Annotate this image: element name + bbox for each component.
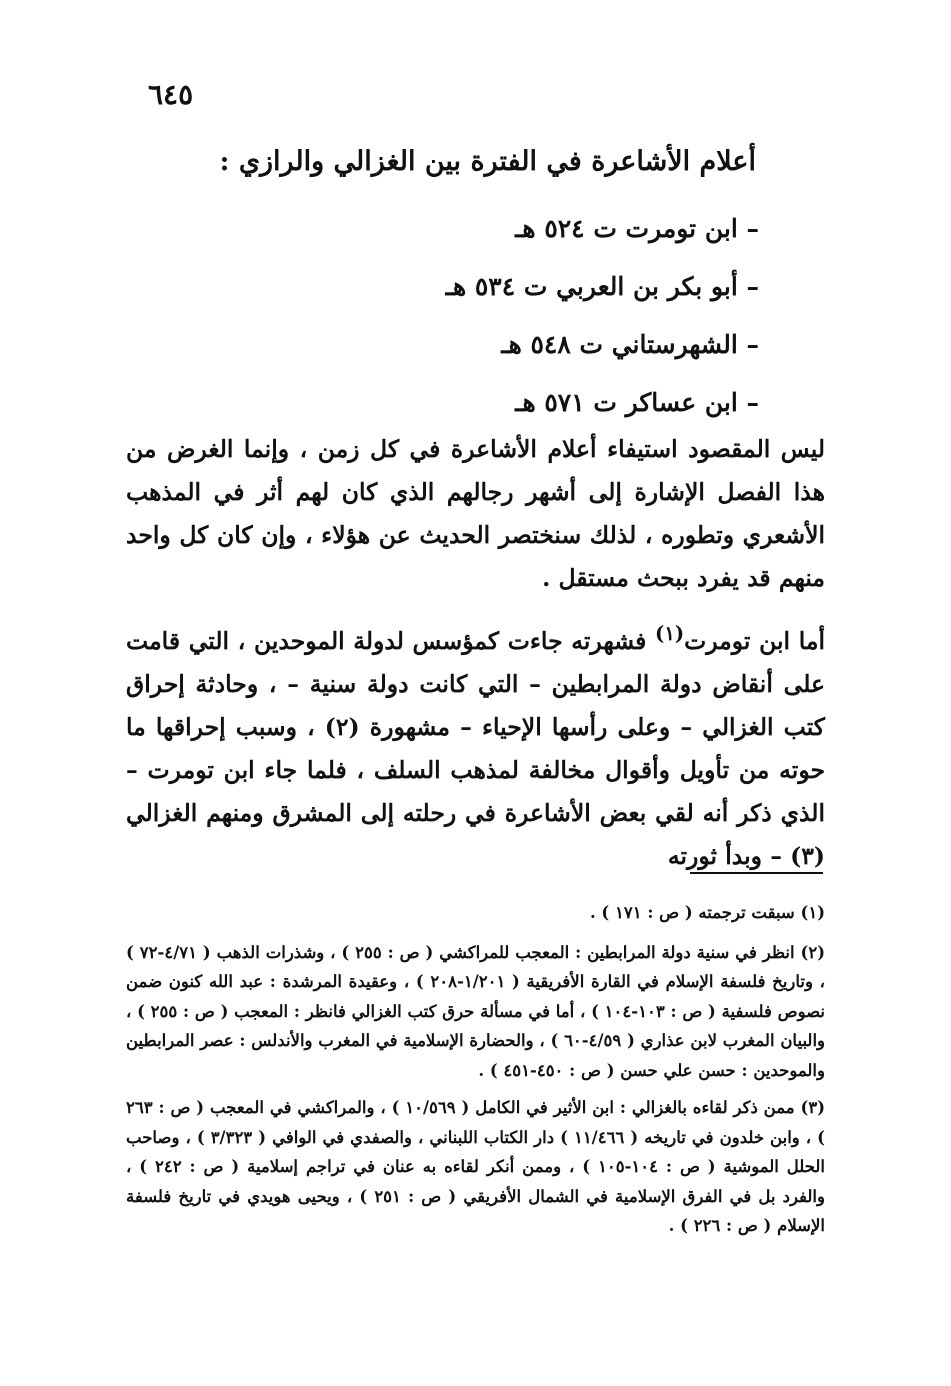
paragraph-body: فشهرته جاءت كمؤسس لدولة الموحدين ، التي قامت على أنقاض دولة المرابطين – التي كانت دولة سنية – ، وحادثة إحراق كتب الغزالي – وعلى رأسها الإحياء – مشهورة (٢) ، وسبب إحراقها ما حوته من تأويل وأقوال مخالفة لمذهب السلف ، فلما جاء ابن تومرت – الذي ذكر أنه لقي بعض الأشاعرة في رحلته إلى المشرق ومنهم الغزالي (٣) – وبدأ ثورته (126, 626, 825, 870)
footnote: (١) سبقت ترجمته ( ص : ١٧١ ) . (589, 903, 825, 922)
scholars-list (199, 200, 759, 432)
footnote: (٢) انظر في سنية دولة المرابطين : المعجب للمراكشي ( ص : ٢٥٥ ) ، وشذرات الذهب ( ٤/٧١-٧٢ ) ، وتاريخ فلسفة الإسلام في القارة الأفريقية ( ١/٢٠١-٢٠٨ ) ، وعقيدة المرشدة : عبد الله كنون ضمن نصوص فلسفية ( ص : ١٠٣-١٠٤ ) ، أما في مسألة حرق كتب الغزالي فانظر : المعجب ( ص : ٢٥٥ ) ، والبيان المغرب لابن عذاري ( ٤/٥٩-٦٠ ) ، والحضارة الإسلامية في المغرب والأندلس : عصر المرابطين والموحدين : حسن علي حسن ( ص : ٤٥٠-٤٥١ ) . (126, 942, 826, 1080)
ibn-tumart-paragraph (126, 612, 825, 878)
paragraph-lead: أما ابن تومرت (684, 626, 825, 655)
footnotes (126, 898, 825, 1249)
list-item: – الشهرستاني ت ٥٤٨ هـ (501, 330, 759, 359)
list-item: – أبو بكر بن العربي ت ٥٣٤ هـ (445, 272, 759, 301)
page-number: ٦٤٥ (148, 78, 194, 111)
intro-paragraph: ليس المقصود استيفاء أعلام الأشاعرة في كل زمن ، وإنما الغرض من هذا الفصل الإشارة إلى أشهر رجالهم الذي كان لهم أثر في المذهب الأشعري وتطوره ، لذلك سنختصر الحديث عن هؤلاء ، وإن كان كل واحد منهم قد يفرد ببحث مستقل . (126, 435, 825, 592)
footnote-separator (690, 872, 823, 874)
footnote: (٣) ممن ذكر لقاءه بالغزالي : ابن الأثير في الكامل ( ١٠/٥٦٩ ) ، والمراكشي في المعجب ( ص : ٢٦٣ ) ، وابن خلدون في تاريخه ( ١١/٤٦٦ ) دار الكتاب اللبناني ، والصفدي في الوافي ( ٣/٣٢٣ ) ، وصاحب الحلل الموشية ( ص : ١٠٤-١٠٥ ) ، وممن أنكر لقاءه به عنان في تراجم إسلامية ( ص : ٢٤٢ ) ، والفرد بل في الفرق الإسلامية في الشمال الأفريقي ( ص : ٢٥١ ) ، ويحيى هويدي في تاريخ فلسفة الإسلام ( ص : ٢٢٦ ) . (126, 1098, 826, 1235)
list-item: – ابن عساكر ت ٥٧١ هـ (515, 388, 759, 417)
section-heading: أعلام الأشاعرة في الفترة بين الغزالي والرازي : (219, 146, 756, 177)
footnote-ref: (١) (655, 622, 685, 645)
list-item: – ابن تومرت ت ٥٢٤ هـ (515, 214, 759, 243)
